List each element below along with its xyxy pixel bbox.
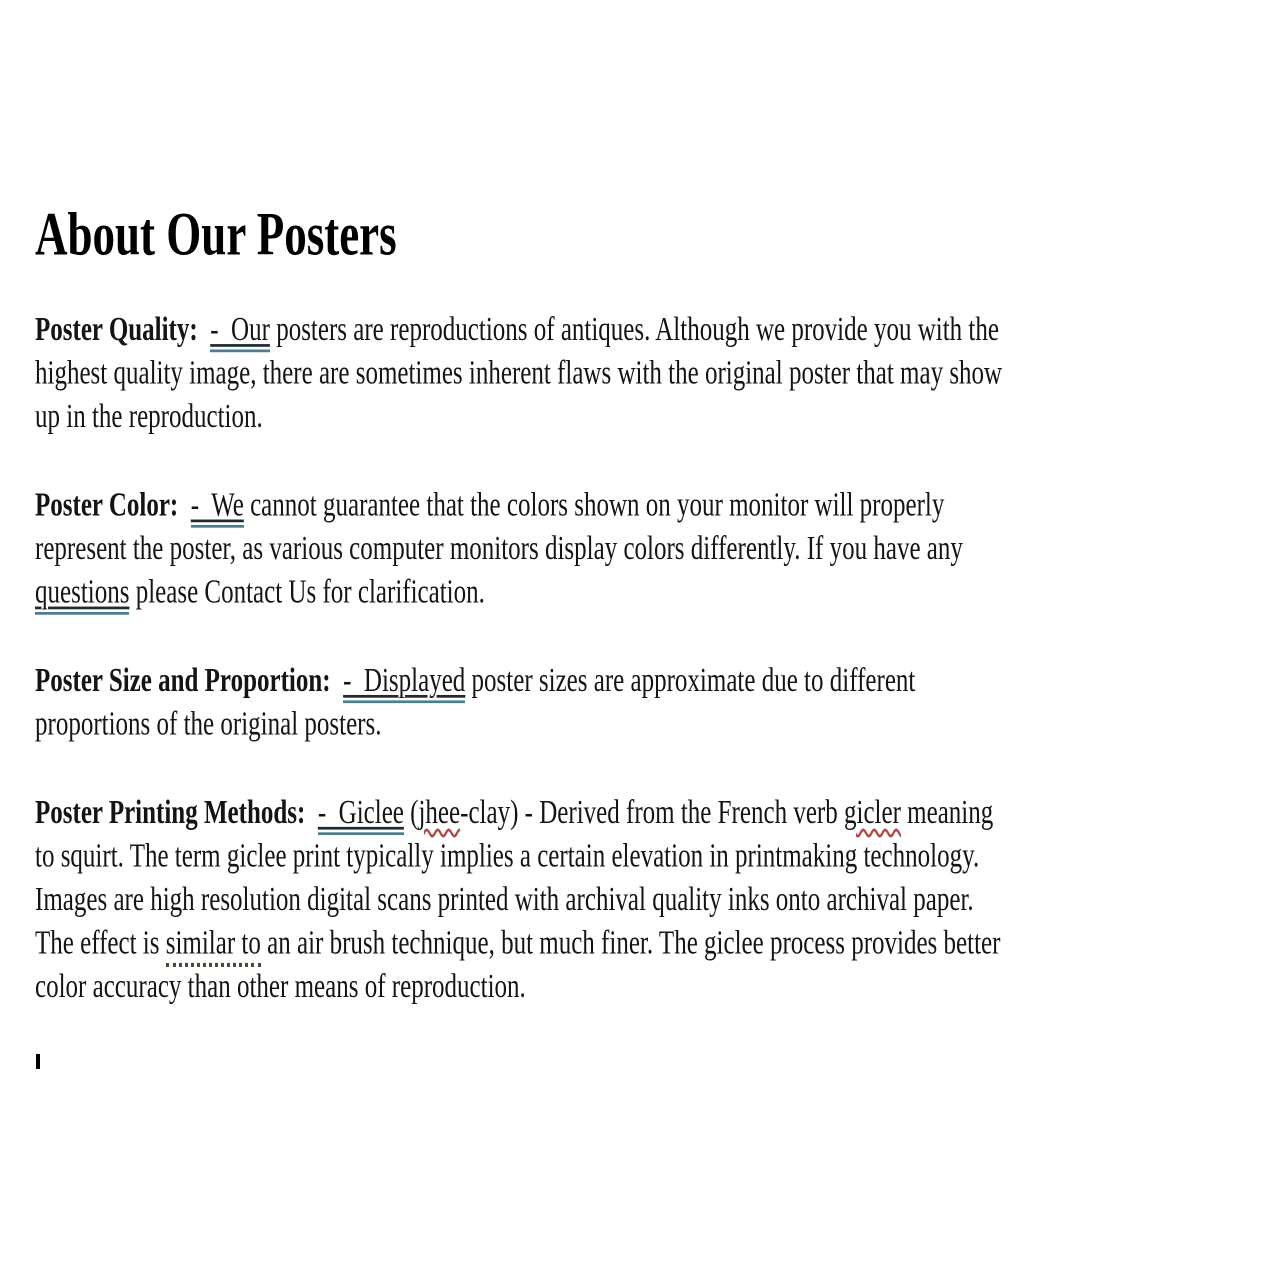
body-text: -clay) - Derived from the French verb: [460, 794, 844, 831]
body-text: poster sizes are approximate due to different: [465, 662, 916, 700]
body-text: up in the reproduction.: [35, 398, 263, 436]
body-text: represent the poster, as various computer monitors display colors differently. If you have any: [35, 530, 963, 568]
text-line: [35, 703, 1245, 747]
document-body: [35, 309, 1245, 1009]
text-line: [35, 660, 1245, 704]
text-line: [35, 792, 1245, 836]
body-text: color accuracy than other means of reproduction.: [35, 968, 526, 1006]
underlined-link[interactable]: - Giclee: [318, 794, 404, 835]
body-text: highest quality image, there are sometimes inherent flaws with the original poster that may show: [35, 354, 1003, 392]
underlined-link[interactable]: - We: [191, 487, 244, 528]
text-line: [35, 396, 1245, 440]
text-line: [35, 571, 1245, 615]
body-text: an air brush technique, but much finer. The giclee process provides better: [260, 924, 1001, 962]
body-text: posters are reproductions of antiques. Although we provide you with the: [269, 311, 999, 349]
text-line: [35, 879, 1245, 923]
text-line: [35, 528, 1245, 572]
body-text: [305, 794, 318, 831]
paragraph-poster-size-and-proportion: [35, 660, 1245, 747]
text-line: [35, 484, 1245, 528]
text-line: [35, 966, 1245, 1010]
underlined-link[interactable]: - Displayed: [343, 662, 465, 703]
body-text: meaning: [900, 794, 994, 831]
body-text: [198, 311, 211, 348]
text-line: [35, 835, 1245, 879]
body-text: to squirt. The term giclee print typically implies a certain elevation in printmaking technology.: [35, 837, 980, 875]
term-label: Poster Printing Methods:: [35, 794, 306, 831]
body-text: please Contact Us for clarification.: [129, 573, 485, 611]
term-label: Poster Size and Proportion:: [35, 662, 331, 700]
stray-cursor-mark: [36, 1054, 40, 1069]
paragraph-poster-printing-methods: [35, 792, 1245, 1010]
text-line: [35, 352, 1245, 396]
paragraph-poster-quality: [35, 309, 1245, 440]
body-text: [331, 662, 344, 699]
paragraph-poster-color: [35, 484, 1245, 615]
body-text: The effect is: [35, 924, 166, 962]
body-text: [178, 487, 191, 524]
grammarcheck-flagged-phrase: similar to: [166, 925, 261, 967]
page-title: About Our Posters: [35, 199, 397, 268]
text-line: [35, 309, 1245, 353]
spellcheck-flagged-word: jhee: [418, 794, 461, 831]
term-label: Poster Quality:: [35, 311, 198, 349]
underlined-link[interactable]: questions: [35, 574, 129, 615]
body-text: cannot guarantee that the colors shown on your monitor will properly: [243, 486, 945, 524]
underlined-link[interactable]: - Our: [210, 311, 270, 352]
body-text: proportions of the original posters.: [35, 705, 382, 743]
text-line: [35, 922, 1245, 966]
spellcheck-flagged-word: gicler: [844, 794, 901, 831]
term-label: Poster Color:: [35, 486, 179, 524]
body-text: (: [403, 794, 419, 831]
body-text: Images are high resolution digital scans printed with archival quality inks onto archival paper.: [35, 881, 974, 918]
